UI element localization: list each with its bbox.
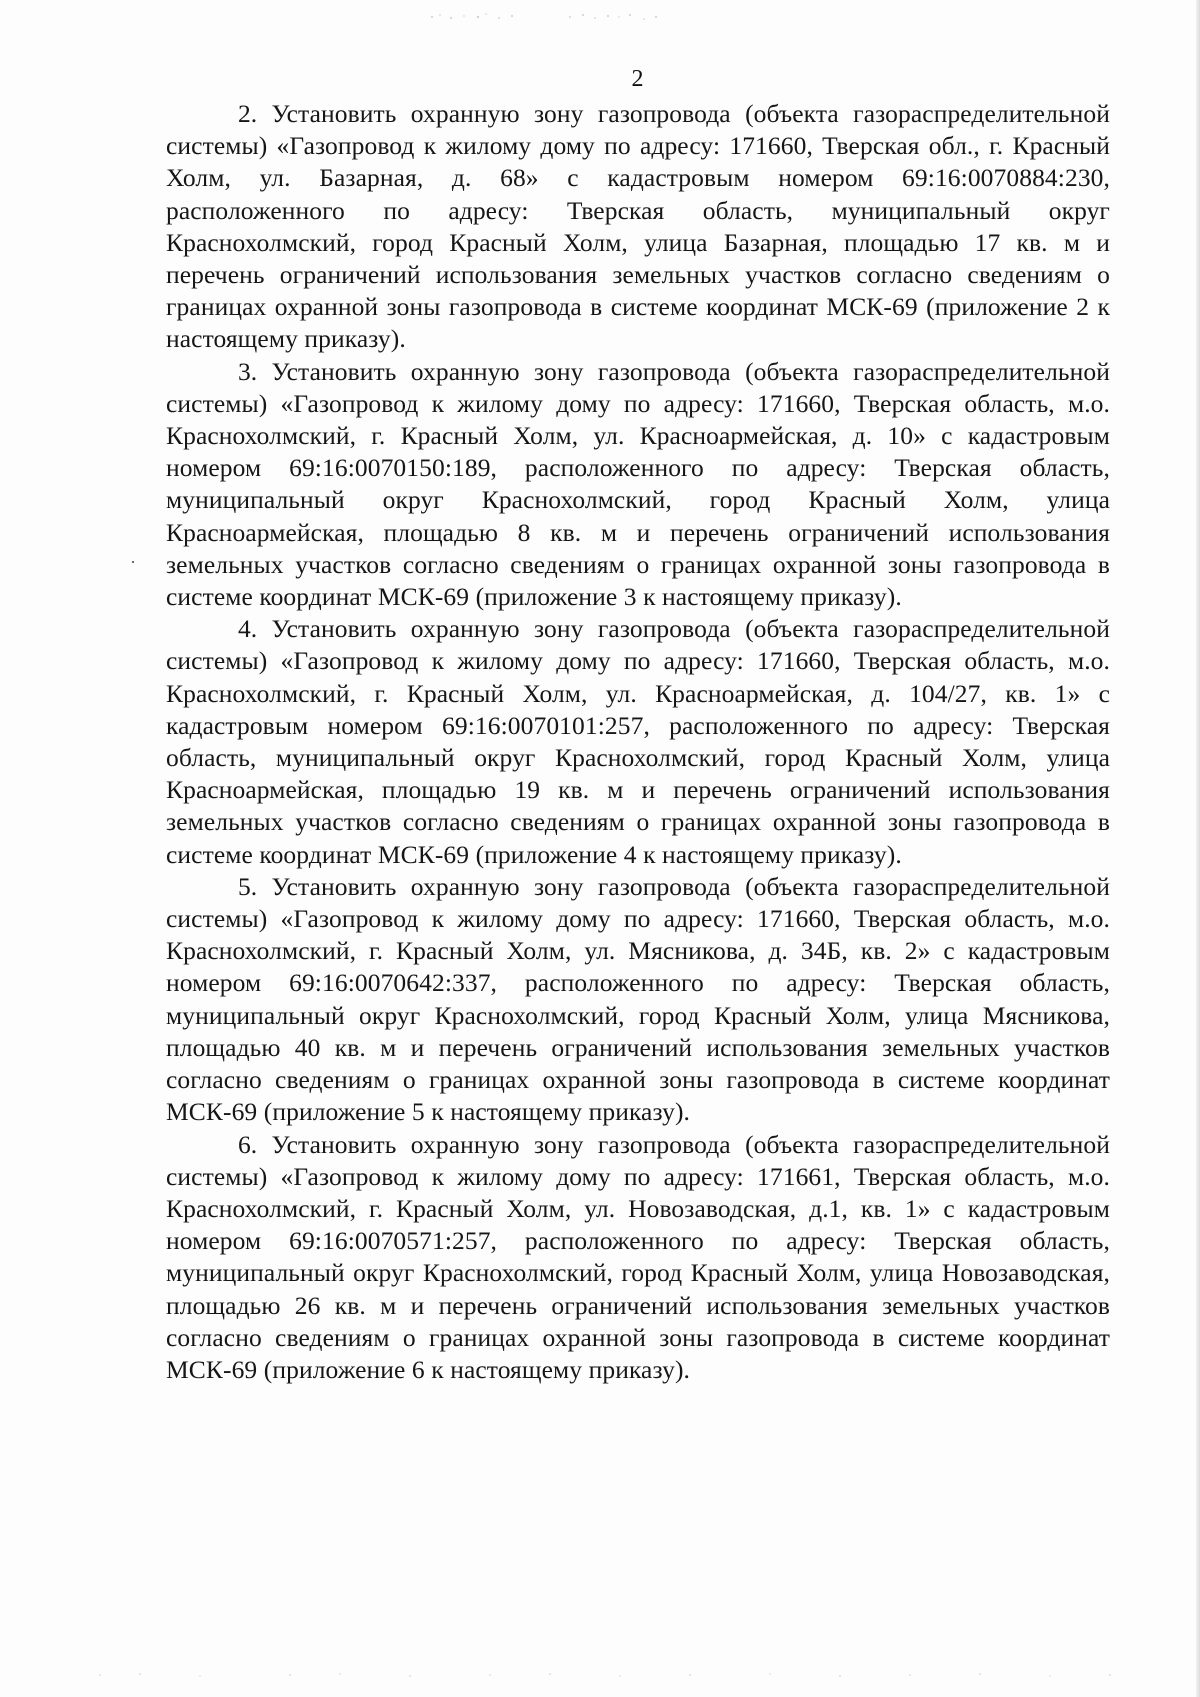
scan-noise-bottom bbox=[80, 1668, 1140, 1682]
page-number: 2 bbox=[631, 66, 644, 92]
clause-2 bbox=[166, 98, 1110, 356]
clause-number: 2. bbox=[238, 99, 258, 128]
clause-4 bbox=[166, 613, 1110, 871]
clause-text: Установить охранную зону газопровода (объекта газораспределительной системы) «Газопровод к жилому дому по адресу: 171660, Тверская область, м.о. Краснохолмский, г. Красный Холм, ул. Красноармейская, д. 10» с кадастровым номером 69:16:0070150:189, расположенного по адресу: Тверская область, муниципальный округ Краснохолмский, город Красный Холм, улица Красноармейская, площадью 8 кв. м и перечень ограничений использования земельных участков согласно сведениям о границах охранной зоны газопровода в системе координат МСК-69 (приложение 3 к настоящему приказу). bbox=[166, 356, 1110, 612]
clause-number: 4. bbox=[238, 614, 258, 644]
clause-number: 6. bbox=[238, 1129, 258, 1159]
clause-number: 5. bbox=[238, 871, 258, 901]
clause-text: Установить охранную зону газопровода (объекта газораспределительной системы) «Газопровод к жилому дому по адресу: 171660, Тверская область, м.о. Краснохолмский, г. Красный Холм, ул. Красноармейская, д. 104/27, кв. 1» с кадастровым номером 69:16:0070101:257, расположенного по адресу: Тверская область, муниципальный округ Краснохолмский, город Красный Холм, улица Красноармейская, площадью 19 кв. м и перечень ограничений использования земельных участков согласно сведениям о границах охранной зоны газопровода в системе координат МСК-69 (приложение 4 к настоящему приказу). bbox=[166, 614, 1110, 869]
scan-noise-top bbox=[420, 8, 720, 26]
clause-5 bbox=[166, 871, 1110, 1129]
scan-edge bbox=[1196, 0, 1200, 1697]
clause-text: Установить охранную зону газопровода (объекта газораспределительной системы) «Газопровод к жилому дому по адресу: 171660, Тверская область, м.о. Краснохолмский, г. Красный Холм, ул. Мясникова, д. 34Б, кв. 2» с кадастровым номером 69:16:0070642:337, расположенного по адресу: Тверская область, муниципальный округ Краснохолмский, город Красный Холм, улица Мясникова, площадью 40 кв. м и перечень ограничений использования земельных участков согласно сведениям о границах охранной зоны газопровода в системе координат МСК-69 (приложение 5 к настоящему приказу). bbox=[166, 871, 1110, 1127]
clause-number: 3. bbox=[238, 356, 258, 386]
clause-6 bbox=[166, 1129, 1110, 1387]
document-body bbox=[166, 98, 1110, 1386]
clause-text: Установить охранную зону газопровода (объекта газораспределительной системы) «Газопровод к жилому дому по адресу: 171660, Тверская обл., г. Красный Холм, ул. Базарная, д. 68» с кадастровым номером 69:16:0070884:230, расположенного по адресу: Тверская область, муниципальный округ Краснохолмский, город Красный Холм, улица Базарная, площадью 17 кв. м и перечень ограничений использования земельных участков согласно сведениям о границах охранной зоны газопровода в системе координат МСК-69 (приложение 2 к настоящему приказу). bbox=[166, 99, 1110, 354]
scan-dot: · bbox=[130, 552, 136, 572]
clause-3 bbox=[166, 356, 1110, 614]
clause-text: Установить охранную зону газопровода (объекта газораспределительной системы) «Газопровод к жилому дому по адресу: 171661, Тверская область, м.о. Краснохолмский, г. Красный Холм, ул. Новозаводская, д.1, кв. 1» с кадастровым номером 69:16:0070571:257, расположенного по адресу: Тверская область, муниципальный округ Краснохолмский, город Красный Холм, улица Новозаводская, площадью 26 кв. м и перечень ограничений использования земельных участков согласно сведениям о границах охранной зоны газопровода в системе координат МСК-69 (приложение 6 к настоящему приказу). bbox=[166, 1129, 1110, 1384]
